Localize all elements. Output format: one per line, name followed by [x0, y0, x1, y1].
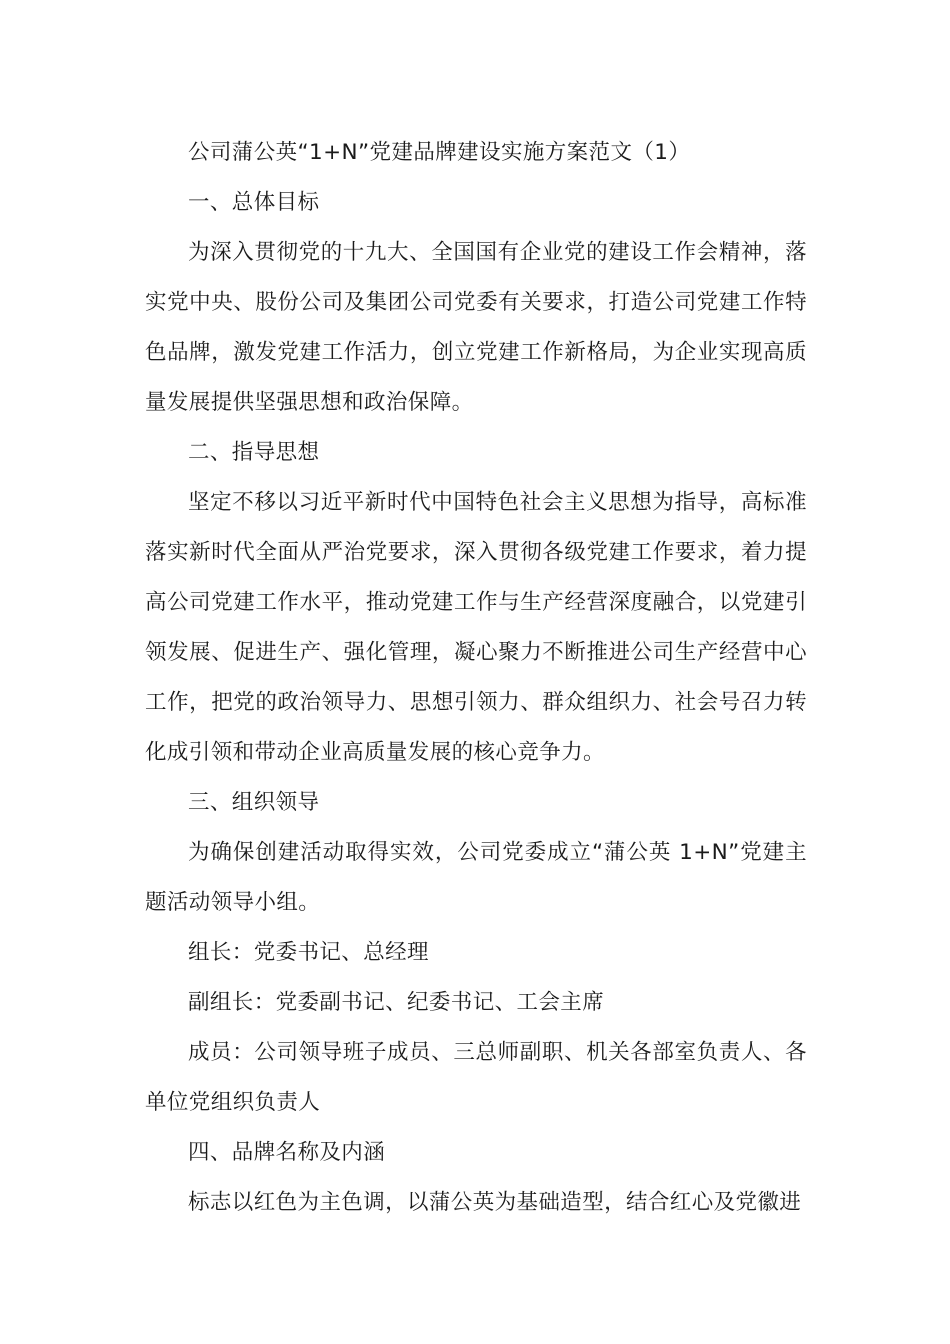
section-3-paragraph-members: 成员：公司领导班子成员、三总师副职、机关各部室负责人、各单位党组织负责人	[145, 1040, 807, 1115]
section-4-paragraph: 标志以红色为主色调，以蒲公英为基础造型，结合红心及党徽进	[188, 1190, 802, 1215]
section-3-paragraph-leader: 组长：党委书记、总经理	[188, 940, 429, 965]
document-body	[145, 128, 807, 1228]
section-heading-2: 二、指导思想	[188, 440, 320, 465]
section-2-paragraph: 坚定不移以习近平新时代中国特色社会主义思想为指导，高标准落实新时代全面从严治党要求，深入贯彻各级党建工作要求，着力提高公司党建工作水平，推动党建工作与生产经营深度融合，以党建引领发展、促进生产、强化管理，凝心聚力不断推进公司生产经营中心工作，把党的政治领导力、思想引领力、群众组织力、社会号召力转化成引领和带动企业高质量发展的核心竞争力。	[145, 490, 807, 765]
section-3-paragraph-intro: 为确保创建活动取得实效，公司党委成立“蒲公英 1+N”党建主题活动领导小组。	[145, 840, 807, 915]
section-3-paragraph-deputy: 副组长：党委副书记、纪委书记、工会主席	[188, 990, 605, 1015]
section-1-paragraph: 为深入贯彻党的十九大、全国国有企业党的建设工作会精神，落实党中央、股份公司及集团公司党委有关要求，打造公司党建工作特色品牌，激发党建工作活力，创立党建工作新格局，为企业实现高质量发展提供坚强思想和政治保障。	[145, 240, 807, 415]
document-title: 公司蒲公英“1+N”党建品牌建设实施方案范文（1）	[188, 140, 691, 165]
section-heading-1: 一、总体目标	[188, 190, 320, 215]
section-heading-4: 四、品牌名称及内涵	[188, 1140, 386, 1165]
section-heading-3: 三、组织领导	[188, 790, 320, 815]
